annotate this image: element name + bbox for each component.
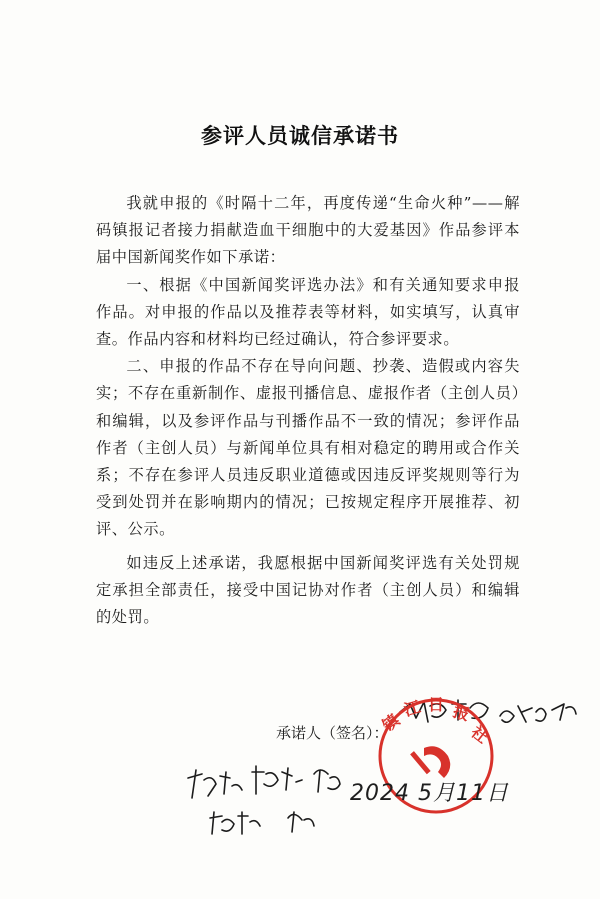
signer-label: 承诺人（签名）： xyxy=(276,724,389,742)
handwritten-date: 2024 5月11日 xyxy=(350,781,509,806)
paragraph-commitment-2: 二、申报的作品不存在导向问题、抄袭、造假或内容失实；不存在重新制作、虚报刊播信息、虚报作者（主创人员）和编辑，以及参评作品与刊播作品不一致的情况；参评作品作者（主创人员）与新闻单位具有相对稳定的聘用或合作关系；不存在参评人员违反职业道德或因违反评奖规则等行为受到处罚并在影响期内的情况；已按规定程序开展推荐、初评、公示。 xyxy=(96,357,520,539)
paragraph-closing: 如违反上述承诺，我愿根据中国新闻奖评选有关处罚规定承担全部责任，接受中国记协对作者（主创人员）和编辑的处罚。 xyxy=(96,553,520,627)
document-title: 参评人员诚信承诺书 xyxy=(201,123,399,148)
paragraph-commitment-1: 一、根据《中国新闻奖评选办法》和有关通知要求申报作品。对申报的作品以及推荐表等材料，如实填写，认真审查。作品内容和材料均已经过确认，符合参评要求。 xyxy=(96,275,520,349)
svg-text:镇: 镇 xyxy=(378,710,404,736)
svg-text:江: 江 xyxy=(401,697,423,720)
svg-text:日: 日 xyxy=(428,695,445,714)
svg-text:报: 报 xyxy=(450,701,472,725)
paragraph-intro: 我就申报的《时隔十二年，再度传递“生命火种”——解码镇报记者接力捐献造血干细胞中的大爱基因》作品参评本届中国新闻奖作如下承诺： xyxy=(96,194,520,267)
svg-text:社: 社 xyxy=(467,722,492,748)
